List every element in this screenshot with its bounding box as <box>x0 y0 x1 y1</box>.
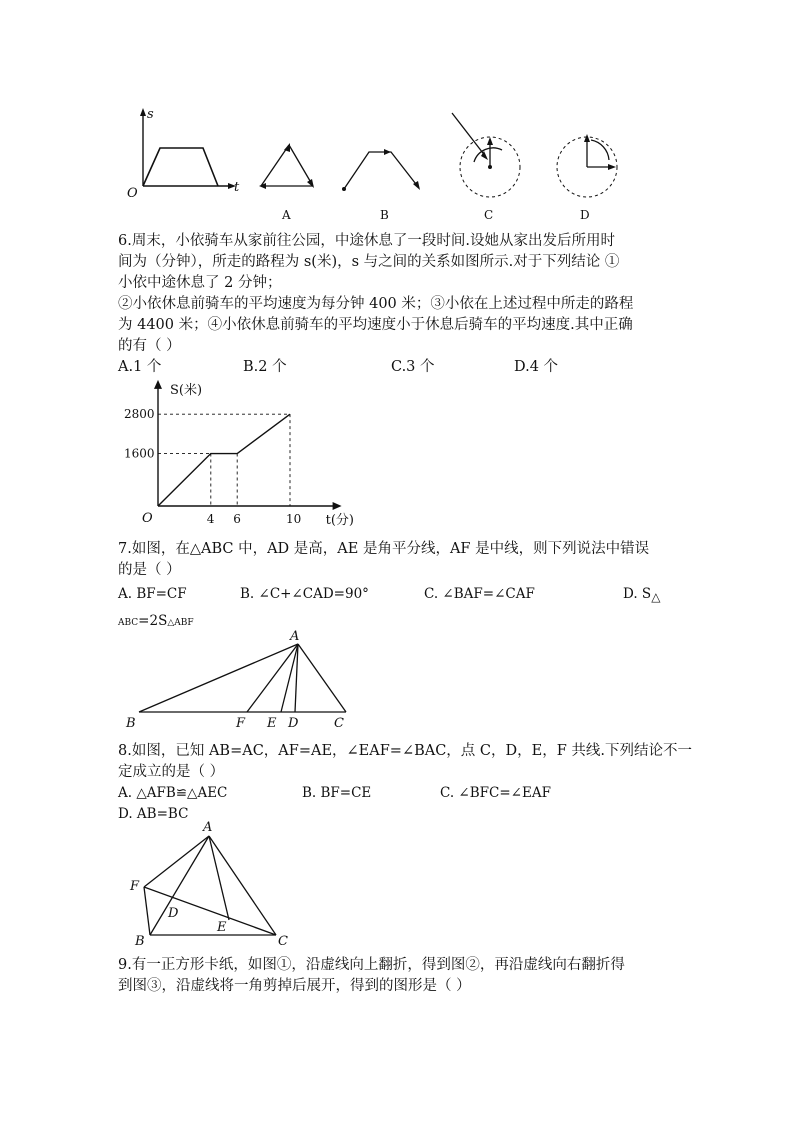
q7-option-c: C. ∠BAF=∠CAF <box>424 586 535 602</box>
q7-label-f: F <box>236 716 246 731</box>
y-tick-label: 1600 <box>124 446 155 461</box>
q7-label-c: C <box>334 716 344 731</box>
option-b-figure <box>344 152 419 189</box>
q7-option-a: A. BF=CF <box>118 586 187 602</box>
q7-label-e: E <box>267 716 277 731</box>
q7-label-b: B <box>126 716 136 731</box>
q8-option-b: B. BF=CE <box>302 785 372 801</box>
q8-line-1: 8.如图，已知 AB=AC，AF=AE，∠EAF=∠BAC，点 C，D，E，F 共线.下列结论不一 <box>118 743 693 759</box>
q7-option-d-sub1: ABC <box>118 618 139 628</box>
option-a-label: A <box>282 208 291 222</box>
q8-label-e: E <box>217 920 227 935</box>
q6-option-d: D.4 个 <box>514 359 559 375</box>
q7-figure <box>0 626 794 736</box>
q7-label-a: A <box>290 629 300 644</box>
x-tick-label: 4 <box>206 512 215 526</box>
x-axis-arrow <box>333 502 342 510</box>
q6-line-3: 小依中途休息了 2 分钟； <box>118 275 282 291</box>
q8-option-d: D. AB=BC <box>118 806 189 822</box>
data-line <box>158 414 290 506</box>
chart-origin: O <box>142 511 153 526</box>
q6-option-c: C.3 个 <box>391 359 435 375</box>
x-tick-label: 10 <box>286 512 302 526</box>
q6-line-5: 为 4400 米；④小依休息前骑车的平均速度小于休息后骑车的平均速度.其中正确 <box>118 317 633 333</box>
top-figure <box>0 0 794 230</box>
option-b-label: B <box>380 208 389 222</box>
q6-option-b: B.2 个 <box>243 359 287 375</box>
q8-label-f: F <box>130 879 140 894</box>
q8-line-2: 定成立的是（ ） <box>118 764 225 780</box>
y-axis-label: S(米) <box>170 382 203 398</box>
q7-label-d: D <box>288 716 299 731</box>
q7-option-d-head <box>623 584 660 607</box>
q8-option-c: C. ∠BFC=∠EAF <box>440 785 551 801</box>
x-axis-label: t(分) <box>325 513 354 528</box>
q6-line-2: 间为（分钟），所走的路程为 s(米)，s 与之间的关系如图所示.对于下列结论 ① <box>118 254 620 270</box>
st-origin: O <box>127 186 138 201</box>
q8-option-a: A. △AFB≌△AEC <box>118 785 228 801</box>
q7-option-d-sub2: △ABF <box>167 618 194 628</box>
q7-option-d-main: D. S <box>623 586 652 602</box>
q8-figure <box>0 818 794 948</box>
q6-chart <box>0 378 794 528</box>
q6-line-6: 的有（ ） <box>118 338 181 354</box>
q6-line-4: ②小依休息前骑车的平均速度为每分钟 400 米；③小依在上述过程中所走的路程 <box>118 296 634 312</box>
y-axis-arrow <box>154 380 162 389</box>
q7-option-b: B. ∠C+∠CAD=90° <box>240 586 369 602</box>
q7-option-d-mid: =2S <box>138 613 168 629</box>
q6-option-a: A.1 个 <box>118 359 162 375</box>
y-tick-label: 2800 <box>124 407 155 422</box>
q8-label-a: A <box>203 820 213 835</box>
q8-label-d: D <box>168 906 179 921</box>
x-tick-label: 6 <box>233 512 241 526</box>
st-axis-t: t <box>234 180 240 195</box>
st-axis-s: s <box>147 107 154 122</box>
option-d-label: D <box>580 208 590 222</box>
option-a-figure <box>261 145 313 186</box>
q7-line-2: 的是（ ） <box>118 562 181 578</box>
option-c-label: C <box>484 208 494 222</box>
q9-line-1: 9.有一正方形卡纸，如图①，沿虚线向上翻折，得到图②，再沿虚线向右翻折得 <box>118 957 625 973</box>
st-graph <box>143 112 232 186</box>
q7-option-d-tri: △ <box>651 590 661 604</box>
q8-label-c: C <box>278 934 288 949</box>
q6-line-1: 6.周末，小依骑车从家前往公园，中途休息了一段时间.设她从家出发后所用时 <box>118 233 615 249</box>
q7-line-1: 7.如图，在△ABC 中，AD 是高，AE 是角平分线，AF 是中线，则下列说法中错误 <box>118 541 650 557</box>
q9-line-2: 到图③，沿虚线将一角剪掉后展开，得到的图形是（ ） <box>118 978 471 994</box>
q8-label-b: B <box>135 934 145 949</box>
option-c-figure <box>452 113 520 197</box>
